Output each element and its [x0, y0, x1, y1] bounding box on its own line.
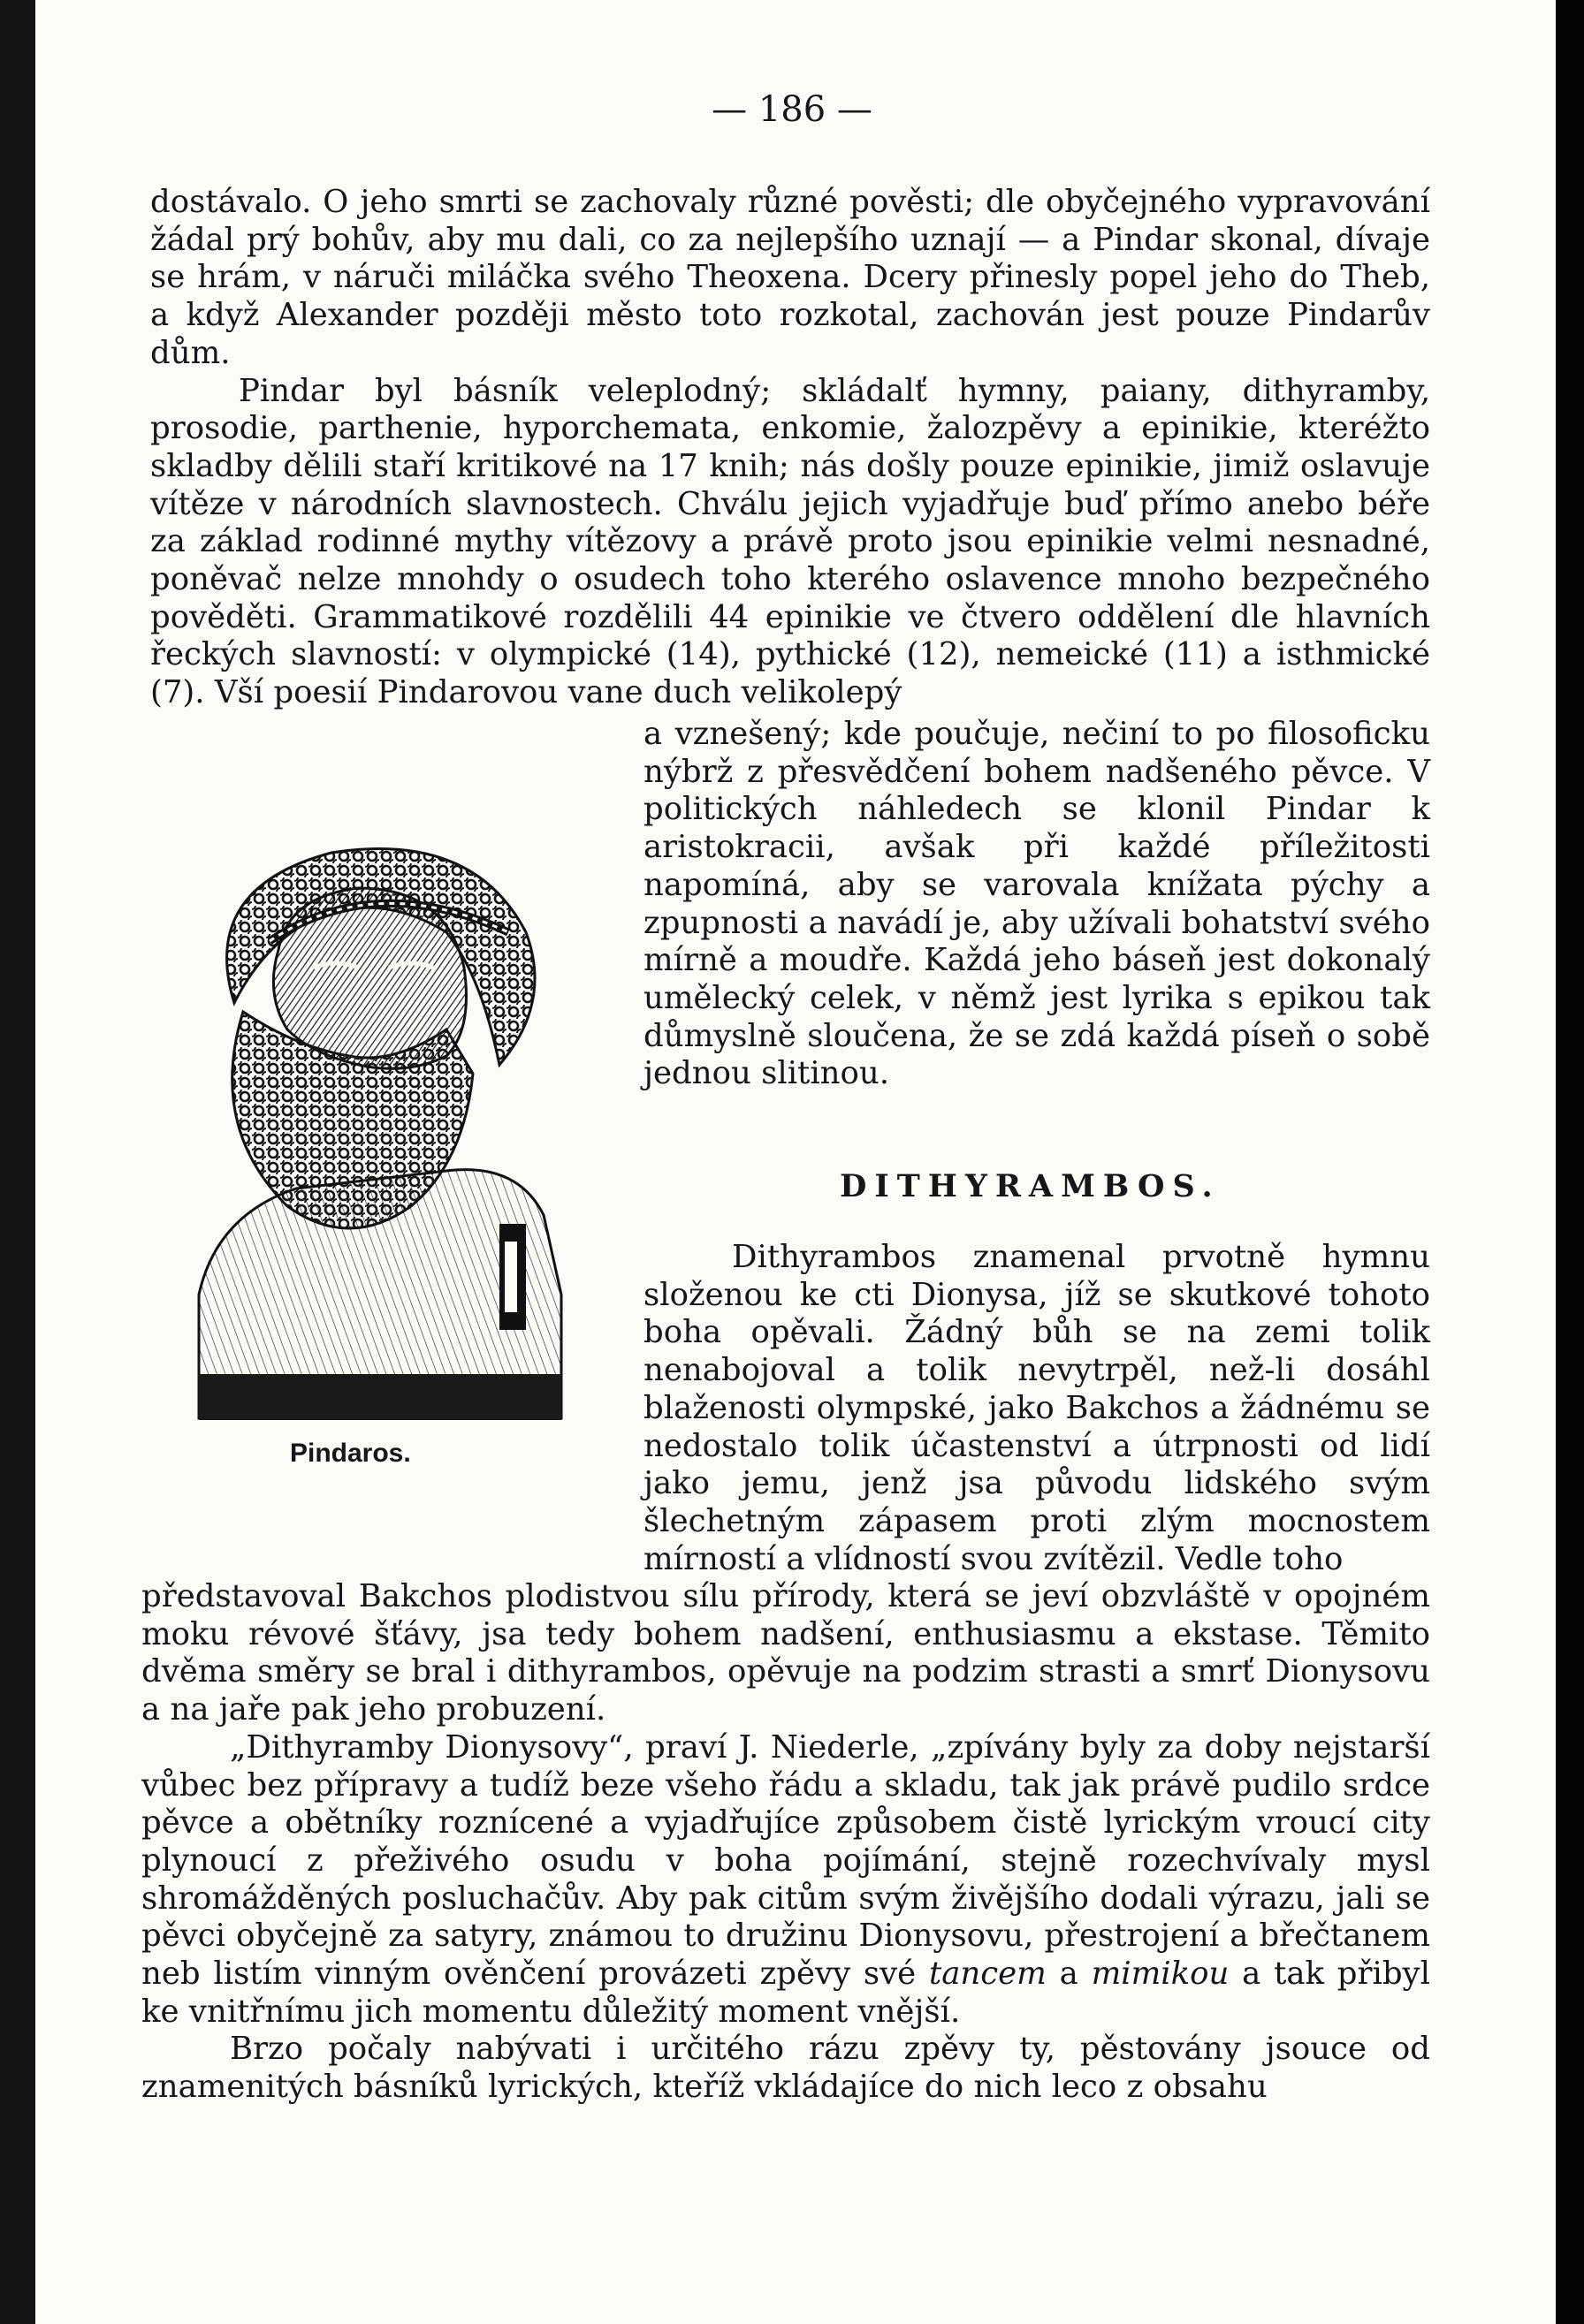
paragraph-politics: a vznešený; kde poučuje, nečiní to po filosoficku nýbrž z přesvědčení bohem nadšeného pěvce. V politických náhledech se klonil Pindar k aristokracii, avšak při každé příležitosti napomíná, aby se varovala knížata pýchy a zpupnosti a navádí je, aby užívali bohatství svého mírně a moudře. Každá jeho báseň jest dokonalý umělecký celek, v němž jest lyrika s epikou tak důmyslně sloučena, že se zdá každá píseň o sobě jednou slitinou.: [644, 716, 1430, 1092]
emphasis-tancem: tancem: [928, 1956, 1047, 1993]
scan-gutter-shadow: [1556, 0, 1584, 2324]
paragraph-death: dostávalo. O jeho smrti se zachovaly různé pověsti; dle obyčejného vypravování žádal prý bohův, aby mu dali, co za nejlepšího uznají — a Pindar skonal, dívaje se hrám, v náruči miláčka svého Theoxena. Dcery přinesly popel jeho do Theb, a když Alexander později město toto rozkotal, zachován jest pouze Pindarův dům.: [150, 184, 1430, 371]
conjunction: a: [1059, 1956, 1078, 1993]
paragraph-lyric-poets: Brzo počaly nabývati i určitého rázu zpěvy ty, pěstovány jsouce od znamenitých básníků lyrických, kteříž vkládajíce do nich leco z obsahu: [141, 2031, 1430, 2106]
text-block-bottom: [141, 1578, 1430, 2107]
emphasis-mimikou: mimikou: [1091, 1956, 1230, 1993]
paragraph-dithyrambos: Dithyrambos znamenal prvotně hymnu složenou ke cti Dionysa, jíž se skutkové tohoto boha opěvali. Žádný bůh se na zemi tolik nenabojoval a tolik nevytrpěl, než-li dosáhl blaženosti olympské, jako Bakchos a žádnému se nedostalo tolik účastenství a útrpnosti od lidí jako jemu, jenž jsa původu lidského svým šlechetným zápasem proti zlým mocnostem mírností a vlídností svou zvítězil. Vedle toho: [644, 1239, 1430, 1577]
niederle-quote-end: a tak přibyl ke vnitřnímu jich momentu důležitý moment vnější.: [141, 1956, 1430, 2030]
text-block-dithyrambos: [644, 1239, 1430, 1578]
niederle-quote: „Dithyramby Dionysovy“, praví J. Niederle, „zpívány byly za doby nejstarší vůbec bez přípravy a tudíž beze všeho řádu a skladu, tak jak právě pudilo srdce pěvce a obětníky roznícené a vyjadřujíce způsobem čistě lyrickým vroucí city plynoucí z přeživého osudu v boha pojímání, stejně rozechvívaly mysl shromážděných posluchačův. Aby pak citům svým živějšího dodali výrazu, jali se pěvci obyčejně za satyry, známou to družinu Dionysovu, přestrojení a břečtanem neb listím vinným ověnčení provázeti zpěvy své: [141, 1728, 1430, 1993]
paragraph-bakchos: představoval Bakchos plodistvou sílu přírody, která se jeví obzvláště v opojném moku révové šťávy, jsa tedy bohem nadšení, enthusiasmu a ekstase. Těmito dvěma směry se bral i dithyrambos, opěvuje na podzim strasti a smrť Dionysovu a na jaře pak jeho probuzení.: [141, 1578, 1430, 1728]
page-number: — 186 —: [712, 89, 872, 130]
pindaros-bust-engraving: [181, 835, 641, 1445]
section-heading: DITHYRAMBOS.: [840, 1168, 1221, 1204]
paragraph-works: Pindar byl básník veleplodný; skládalť hymny, paiany, dithyramby, prosodie, parthenie, hyporchemata, enkomie, žalozpěvy a epinikie, kteréžto skladby dělili staří kritikové na 17 knih; nás došly pouze epinikie, jimiž oslavuje vítěze v národních slavnostech. Chválu jejich vyjadřuje buď přímo anebo béře za základ rodinné mythy vítězovy a právě proto jsou epinikie velmi nesnadné, poněvač nelze mnohdy o osudech toho kterého oslavence mnoho bezpečného pověděti. Grammatikové rozdělili 44 epinikie ve čtvero oddělení dle hlavních řeckých slavností: v olympické (14), pythické (12), nemeické (11) a isthmické (7). Vší poesií Pindarovou vane duch velikolepý: [150, 372, 1430, 711]
text-block-right: [644, 716, 1430, 1093]
paragraph-niederle: [141, 1729, 1430, 2032]
bust-base-band: [199, 1374, 561, 1420]
text-block-top: [150, 184, 1430, 712]
figure-caption: Pindaros.: [290, 1439, 411, 1468]
